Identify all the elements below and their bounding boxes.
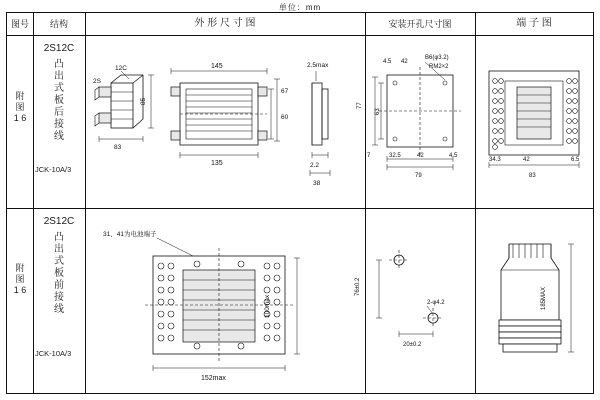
header-structure: 结构 (49, 19, 68, 29)
row1-structure-model: JCK-10A/3 (35, 165, 72, 174)
row1-fig-no: 附 图 1 6 (13, 91, 27, 123)
svg-text:38: 38 (313, 180, 321, 187)
svg-text:2-φ4.2: 2-φ4.2 (427, 300, 445, 306)
row1-mounting-drawing (357, 35, 475, 208)
svg-text:100max: 100max (264, 294, 271, 318)
svg-text:83: 83 (529, 173, 536, 179)
svg-text:85: 85 (140, 97, 147, 105)
row2-mounting-drawing (355, 208, 475, 394)
header-mounting: 安装开孔尺寸图 (388, 19, 452, 29)
svg-text:4.5: 4.5 (449, 153, 458, 159)
svg-text:7: 7 (367, 153, 371, 159)
svg-text:76±0.2: 76±0.2 (355, 277, 361, 296)
row2-terminal-drawing (475, 208, 593, 394)
svg-text:B6(φ3.2): B6(φ3.2) (425, 55, 449, 61)
row2-structure-model: JCK-10A/3 (35, 349, 72, 358)
svg-text:152max: 152max (201, 375, 226, 382)
svg-text:185MAX: 185MAX (541, 286, 547, 310)
svg-text:2.5max: 2.5max (307, 62, 329, 69)
svg-text:42: 42 (401, 59, 408, 65)
row1-terminal-drawing (475, 35, 593, 208)
svg-text:34.3: 34.3 (489, 157, 501, 163)
svg-text:20±0.2: 20±0.2 (403, 342, 422, 348)
table-frame (6, 12, 594, 394)
col-divider-1 (33, 13, 34, 393)
svg-text:79: 79 (415, 173, 422, 179)
svg-text:6.5: 6.5 (571, 157, 580, 163)
svg-text:31、41为电池端子: 31、41为电池端子 (103, 231, 157, 238)
row1-structure-code: 2S12C (43, 43, 75, 54)
unit-note: 单位：mm (278, 3, 322, 12)
row1-outline-drawing (85, 35, 365, 208)
row2-outline-drawing (85, 208, 365, 394)
svg-text:4.5: 4.5 (383, 59, 392, 65)
header-terminal: 端 子 图 (516, 18, 552, 29)
svg-text:63: 63 (375, 108, 381, 115)
svg-text:2.2: 2.2 (310, 162, 320, 169)
svg-text:77: 77 (357, 102, 363, 109)
row2-fig-no: 附 图 1 6 (13, 263, 27, 295)
svg-text:67: 67 (281, 88, 289, 95)
svg-text:RM2×2: RM2×2 (429, 64, 449, 70)
svg-text:42: 42 (523, 157, 530, 163)
svg-text:135: 135 (211, 160, 223, 167)
svg-text:145: 145 (211, 63, 223, 70)
svg-text:42: 42 (417, 153, 424, 159)
svg-text:83: 83 (114, 144, 122, 151)
svg-text:2S: 2S (93, 78, 101, 85)
svg-text:32.5: 32.5 (389, 153, 401, 159)
row2-structure-code: 2S12C (43, 216, 75, 227)
svg-text:12C: 12C (115, 65, 127, 72)
header-fig-no: 图号 (10, 19, 29, 29)
svg-text:60: 60 (281, 114, 289, 121)
row2-structure-text: 凸出式板前接线 (54, 232, 64, 315)
header-outline: 外 形 尺 寸 图 (194, 18, 256, 29)
row1-structure-text: 凸出式板后接线 (54, 59, 64, 142)
